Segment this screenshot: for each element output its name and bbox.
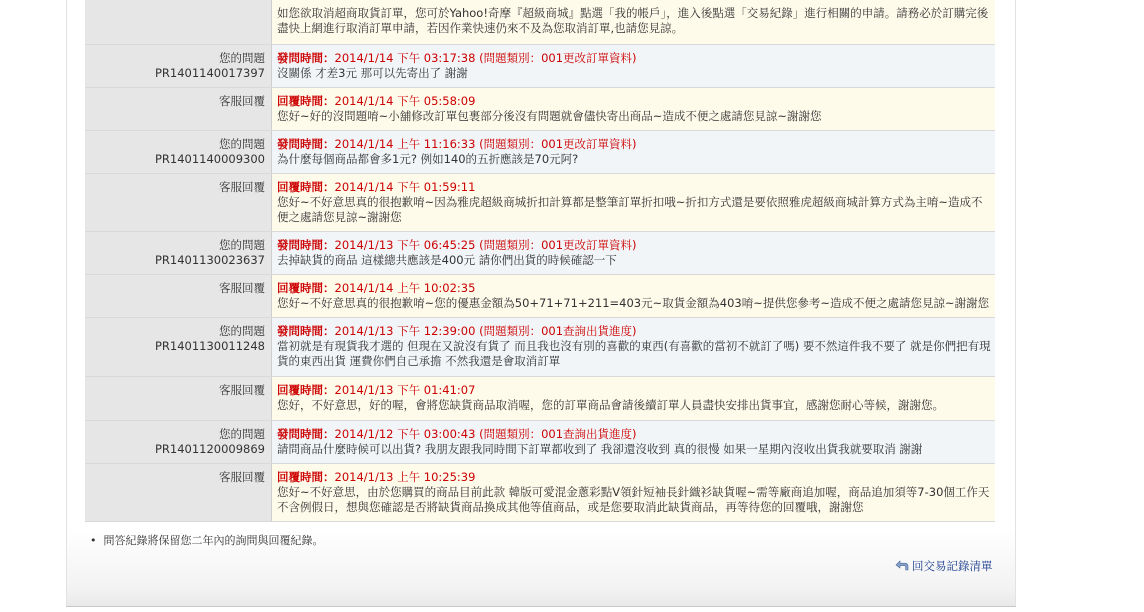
row-label-cell: [85, 274, 272, 317]
row-content-cell: [272, 0, 996, 44]
return-arrow-icon: [895, 560, 909, 572]
row-label-cell: [85, 173, 272, 231]
row-label-cell: [85, 231, 272, 274]
row-content-cell: [272, 274, 996, 317]
question-code: PR1401130011248: [154, 338, 265, 353]
reply-row: [85, 173, 995, 231]
row-content-cell: [272, 376, 996, 420]
row-content-cell: [272, 130, 996, 173]
question-meta: 發問時間：2014/1/14 上午 11:16:33 (問題類別：001更改訂單資料): [277, 136, 637, 151]
row-label: 客服回覆: [219, 280, 265, 295]
reply-row: [85, 463, 995, 521]
question-text: 請問商品什麼時候可以出貨? 我朋友跟我同時間下訂單都收到了 我卻還沒收到 真的很慢 如果一星期內沒收出貨我就要取消 謝謝: [277, 441, 923, 456]
row-label-cell: [85, 463, 272, 521]
row-label: 您的問題: [219, 323, 265, 338]
reply-meta: 回覆時間：2014/1/14 下午 05:58:09: [277, 93, 476, 108]
question-code: PR1401140009300: [154, 151, 265, 166]
question-text: 去掉缺貨的商品 這樣總共應該是400元 請你們出貨的時候確認一下: [277, 252, 617, 267]
question-meta: 發問時間：2014/1/12 下午 03:00:43 (問題類別：001查詢出貨進度): [277, 426, 637, 441]
reply-text: 您好，不好意思，好的喔，會將您缺貨商品取消喔，您的訂單商品會請後續訂單人員盡快安排出貨事宜，感謝您耐心等候，謝謝您。: [277, 397, 944, 412]
reply-row: [85, 0, 995, 44]
row-label: 您的問題: [219, 426, 265, 441]
reply-meta: 回覆時間：2014/1/14 下午 01:59:11: [277, 179, 476, 194]
row-label-cell: [85, 420, 272, 463]
question-meta: 發問時間：2014/1/14 下午 03:17:38 (問題類別：001更改訂單資料): [277, 50, 637, 65]
row-label-cell: [85, 376, 272, 420]
qa-table: [85, 0, 995, 522]
reply-row: [85, 274, 995, 317]
question-meta: 發問時間：2014/1/13 下午 06:45:25 (問題類別：001更改訂單資料): [277, 237, 637, 252]
notes-text: 問答紀錄將保留您二年內的詢問與回覆紀錄。: [103, 534, 324, 547]
bottom-divider: [66, 606, 1016, 607]
row-content-cell: [272, 317, 996, 376]
question-row: [85, 420, 995, 463]
question-row: [85, 130, 995, 173]
row-content-cell: [272, 231, 996, 274]
row-label: 客服回覆: [219, 93, 265, 108]
question-row: [85, 231, 995, 274]
reply-meta: 回覆時間：2014/1/13 上午 10:25:39: [277, 469, 476, 484]
row-content-cell: [272, 44, 996, 87]
row-label: 您的問題: [219, 136, 265, 151]
reply-text: 如您欲取消超商取貨訂單，您可於Yahoo!奇摩『超級商城』點選「我的帳戶」，進入後點選「交易紀錄」進行相關的申請。請務必於訂購完後盡快上網進行取消訂單申請，若因作業快速仍來不及為您取消訂單,也請您見諒。: [277, 6, 989, 35]
row-label: 您的問題: [219, 50, 265, 65]
question-row: [85, 44, 995, 87]
row-label-cell: [85, 0, 272, 44]
row-label-cell: [85, 44, 272, 87]
reply-text: 您好~好的沒問題唷~小舖修改訂單包裹部分後沒有問題就會儘快寄出商品~造成不便之處請您見諒~謝謝您: [277, 108, 822, 123]
reply-text: 您好~不好意思，由於您購買的商品目前此款 韓版可愛混金蔥彩點V領針短袖長針織衫缺貨喔~需等廠商追加喔，商品追加須等7-30個工作天不含例假日，想與您確認是否將缺貨商品換成其他等值商品，或是您要取消此缺貨商品，再等待您的回覆哦，謝謝您: [277, 484, 990, 514]
question-meta: 發問時間：2014/1/13 下午 12:39:00 (問題類別：001查詢出貨進度): [277, 323, 637, 338]
reply-meta: 回覆時間：2014/1/14 上午 10:02:35: [277, 280, 476, 295]
reply-row: [85, 87, 995, 130]
question-code: PR1401130023637: [154, 252, 265, 267]
row-content-cell: [272, 173, 996, 231]
question-code: PR1401140017397: [154, 65, 265, 80]
row-content-cell: [272, 87, 996, 130]
question-row: [85, 317, 995, 376]
row-label-cell: [85, 130, 272, 173]
row-content-cell: [272, 463, 996, 521]
row-label-cell: [85, 87, 272, 130]
reply-text: 您好~不好意思真的很抱歉唷~您的優惠金額為50+71+71+211=403元~取貨金額為403唷~提供您參考~造成不便之處請您見諒~謝謝您: [277, 295, 990, 310]
question-text: 當初就是有現貨我才選的 但現在又說沒有貨了 而且我也沒有別的喜歡的東西(有喜歡的當初不就訂了嗎) 要不然這件我不要了 就是你們把有現貨的東西出貨 運費你們自己承擔 不然我還是會取消訂單: [277, 338, 991, 368]
reply-row: [85, 376, 995, 420]
question-text: 沒關係 才差3元 那可以先寄出了 謝謝: [277, 65, 468, 80]
reply-meta: 回覆時間：2014/1/13 下午 01:41:07: [277, 382, 476, 397]
row-label: 客服回覆: [219, 469, 265, 484]
row-label: 您的問題: [219, 237, 265, 252]
notes-bullet: •: [90, 534, 97, 547]
row-label-cell: [85, 317, 272, 376]
notes: [90, 533, 990, 549]
question-code: PR1401120009869: [154, 441, 265, 456]
row-content-cell: [272, 420, 996, 463]
row-label: 客服回覆: [219, 179, 265, 194]
reply-text: 您好~不好意思真的很抱歉唷~因為雅虎超級商城折扣計算都是整筆訂單折扣哦~折扣方式還是要依照雅虎超級商城計算方式為主唷~造成不便之處請您見諒~謝謝您: [277, 194, 983, 224]
back-to-transactions-link[interactable]: [895, 558, 993, 574]
row-label: 客服回覆: [219, 382, 265, 397]
question-text: 為什麼每個商品都會多1元? 例如140的五折應該是70元阿?: [277, 151, 579, 166]
back-link-label: 回交易記錄清單: [912, 559, 993, 573]
